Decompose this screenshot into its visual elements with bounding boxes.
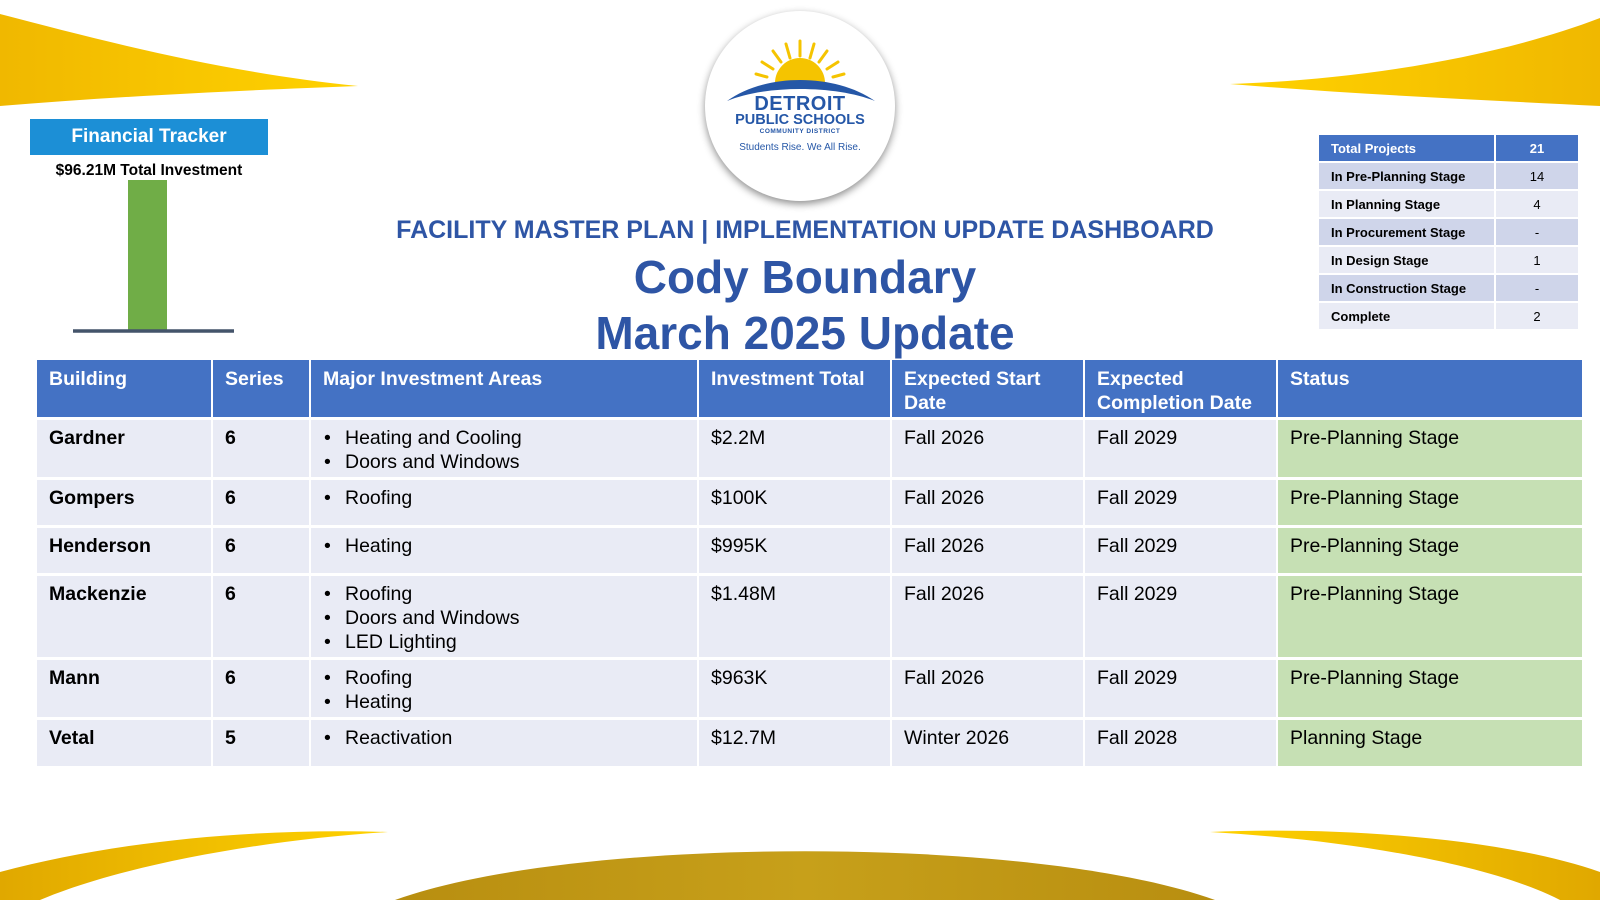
start-date-cell: Fall 2026 [891,575,1084,659]
project-summary-table [1319,133,1578,331]
decorative-swoosh-bottom-left [0,800,400,900]
completion-date-cell: Fall 2029 [1084,527,1277,575]
column-header-status: Status [1277,360,1582,419]
summary-label: Complete [1319,303,1494,329]
start-date-cell: Winter 2026 [891,719,1084,766]
status-cell: Pre-Planning Stage [1277,419,1582,479]
investment-area-item: • Doors and Windows [345,450,685,474]
decorative-swoosh-bottom-right [1210,800,1600,900]
summary-row [1319,191,1578,217]
table-row [37,659,1582,719]
summary-row [1319,275,1578,301]
status-cell: Pre-Planning Stage [1277,659,1582,719]
financial-tracker-title: Financial Tracker [30,119,268,155]
investment-areas-cell [310,659,698,719]
investment-total-cell: $963K [698,659,891,719]
column-header-investment-areas: Major Investment Areas [310,360,698,419]
building-cell: Vetal [37,719,212,766]
investment-area-item: • Heating and Cooling [345,426,685,450]
investment-bar [128,180,167,330]
building-cell: Henderson [37,527,212,575]
update-title: March 2025 Update [595,307,1015,359]
column-header-completion-date: Expected Completion Date [1084,360,1277,419]
series-cell: 6 [212,575,310,659]
start-date-cell: Fall 2026 [891,419,1084,479]
series-cell: 6 [212,659,310,719]
status-cell: Pre-Planning Stage [1277,527,1582,575]
building-cell: Mann [37,659,212,719]
dashboard-title: FACILITY MASTER PLAN | IMPLEMENTATION UPDATE DASHBOARD [396,216,1214,244]
series-cell: 6 [212,479,310,527]
investment-areas-cell [310,419,698,479]
dpscd-logo [705,11,895,201]
table-row [37,479,1582,527]
completion-date-cell: Fall 2029 [1084,659,1277,719]
summary-value: - [1494,219,1578,245]
summary-row [1319,303,1578,329]
logo-text-public-schools: PUBLIC SCHOOLS [735,112,865,128]
investment-areas-cell [310,527,698,575]
investment-area-item: • Doors and Windows [345,606,685,630]
summary-row [1319,219,1578,245]
investment-area-item: • Roofing [345,582,685,606]
decorative-swoosh-top-left [0,0,360,110]
investment-total-cell: $1.48M [698,575,891,659]
summary-value: 14 [1494,163,1578,189]
completion-date-cell: Fall 2029 [1084,419,1277,479]
summary-row [1319,135,1578,161]
series-cell: 6 [212,419,310,479]
column-header-start-date: Expected Start Date [891,360,1084,419]
investment-areas-cell [310,479,698,527]
status-cell: Pre-Planning Stage [1277,575,1582,659]
summary-value: 21 [1494,135,1578,161]
investment-area-item: • Roofing [345,666,685,690]
table-row [37,527,1582,575]
completion-date-cell: Fall 2029 [1084,479,1277,527]
completion-date-cell: Fall 2029 [1084,575,1277,659]
table-row [37,575,1582,659]
summary-label: Total Projects [1319,135,1494,161]
decorative-arc-bottom-center [395,815,1215,900]
investment-area-item: • Heating [345,690,685,714]
start-date-cell: Fall 2026 [891,479,1084,527]
summary-label: In Construction Stage [1319,275,1494,301]
start-date-cell: Fall 2026 [891,659,1084,719]
building-cell: Gardner [37,419,212,479]
summary-label: In Pre-Planning Stage [1319,163,1494,189]
series-cell: 5 [212,719,310,766]
investment-areas-cell [310,575,698,659]
start-date-cell: Fall 2026 [891,527,1084,575]
status-cell: Planning Stage [1277,719,1582,766]
summary-row [1319,163,1578,189]
investment-total-cell: $995K [698,527,891,575]
column-header-investment-total: Investment Total [698,360,891,419]
summary-row [1319,247,1578,273]
table-row [37,719,1582,766]
logo-tagline: Students Rise. We All Rise. [739,142,861,153]
table-row [37,419,1582,479]
summary-label: In Procurement Stage [1319,219,1494,245]
investment-area-item: • LED Lighting [345,630,685,654]
completion-date-cell: Fall 2028 [1084,719,1277,766]
summary-value: 2 [1494,303,1578,329]
projects-table [37,360,1582,766]
summary-value: - [1494,275,1578,301]
column-header-series: Series [212,360,310,419]
summary-value: 1 [1494,247,1578,273]
boundary-title: Cody Boundary [633,251,977,303]
total-investment-label: $96.21M Total Investment [55,162,243,179]
building-cell: Mackenzie [37,575,212,659]
summary-value: 4 [1494,191,1578,217]
status-cell: Pre-Planning Stage [1277,479,1582,527]
investment-total-cell: $2.2M [698,419,891,479]
financial-tracker-chart [70,178,240,338]
logo-text-detroit: DETROIT [754,93,846,115]
investment-area-item: • Roofing [345,486,685,510]
investment-total-cell: $100K [698,479,891,527]
investment-area-item: • Heating [345,534,685,558]
investment-areas-cell [310,719,698,766]
investment-total-cell: $12.7M [698,719,891,766]
logo-text-community-district: COMMUNITY DISTRICT [759,128,841,135]
table-header-row [37,360,1582,419]
decorative-swoosh-top-right [1230,0,1600,110]
summary-label: In Design Stage [1319,247,1494,273]
series-cell: 6 [212,527,310,575]
building-cell: Gompers [37,479,212,527]
column-header-building: Building [37,360,212,419]
summary-label: In Planning Stage [1319,191,1494,217]
investment-area-item: • Reactivation [345,726,685,750]
